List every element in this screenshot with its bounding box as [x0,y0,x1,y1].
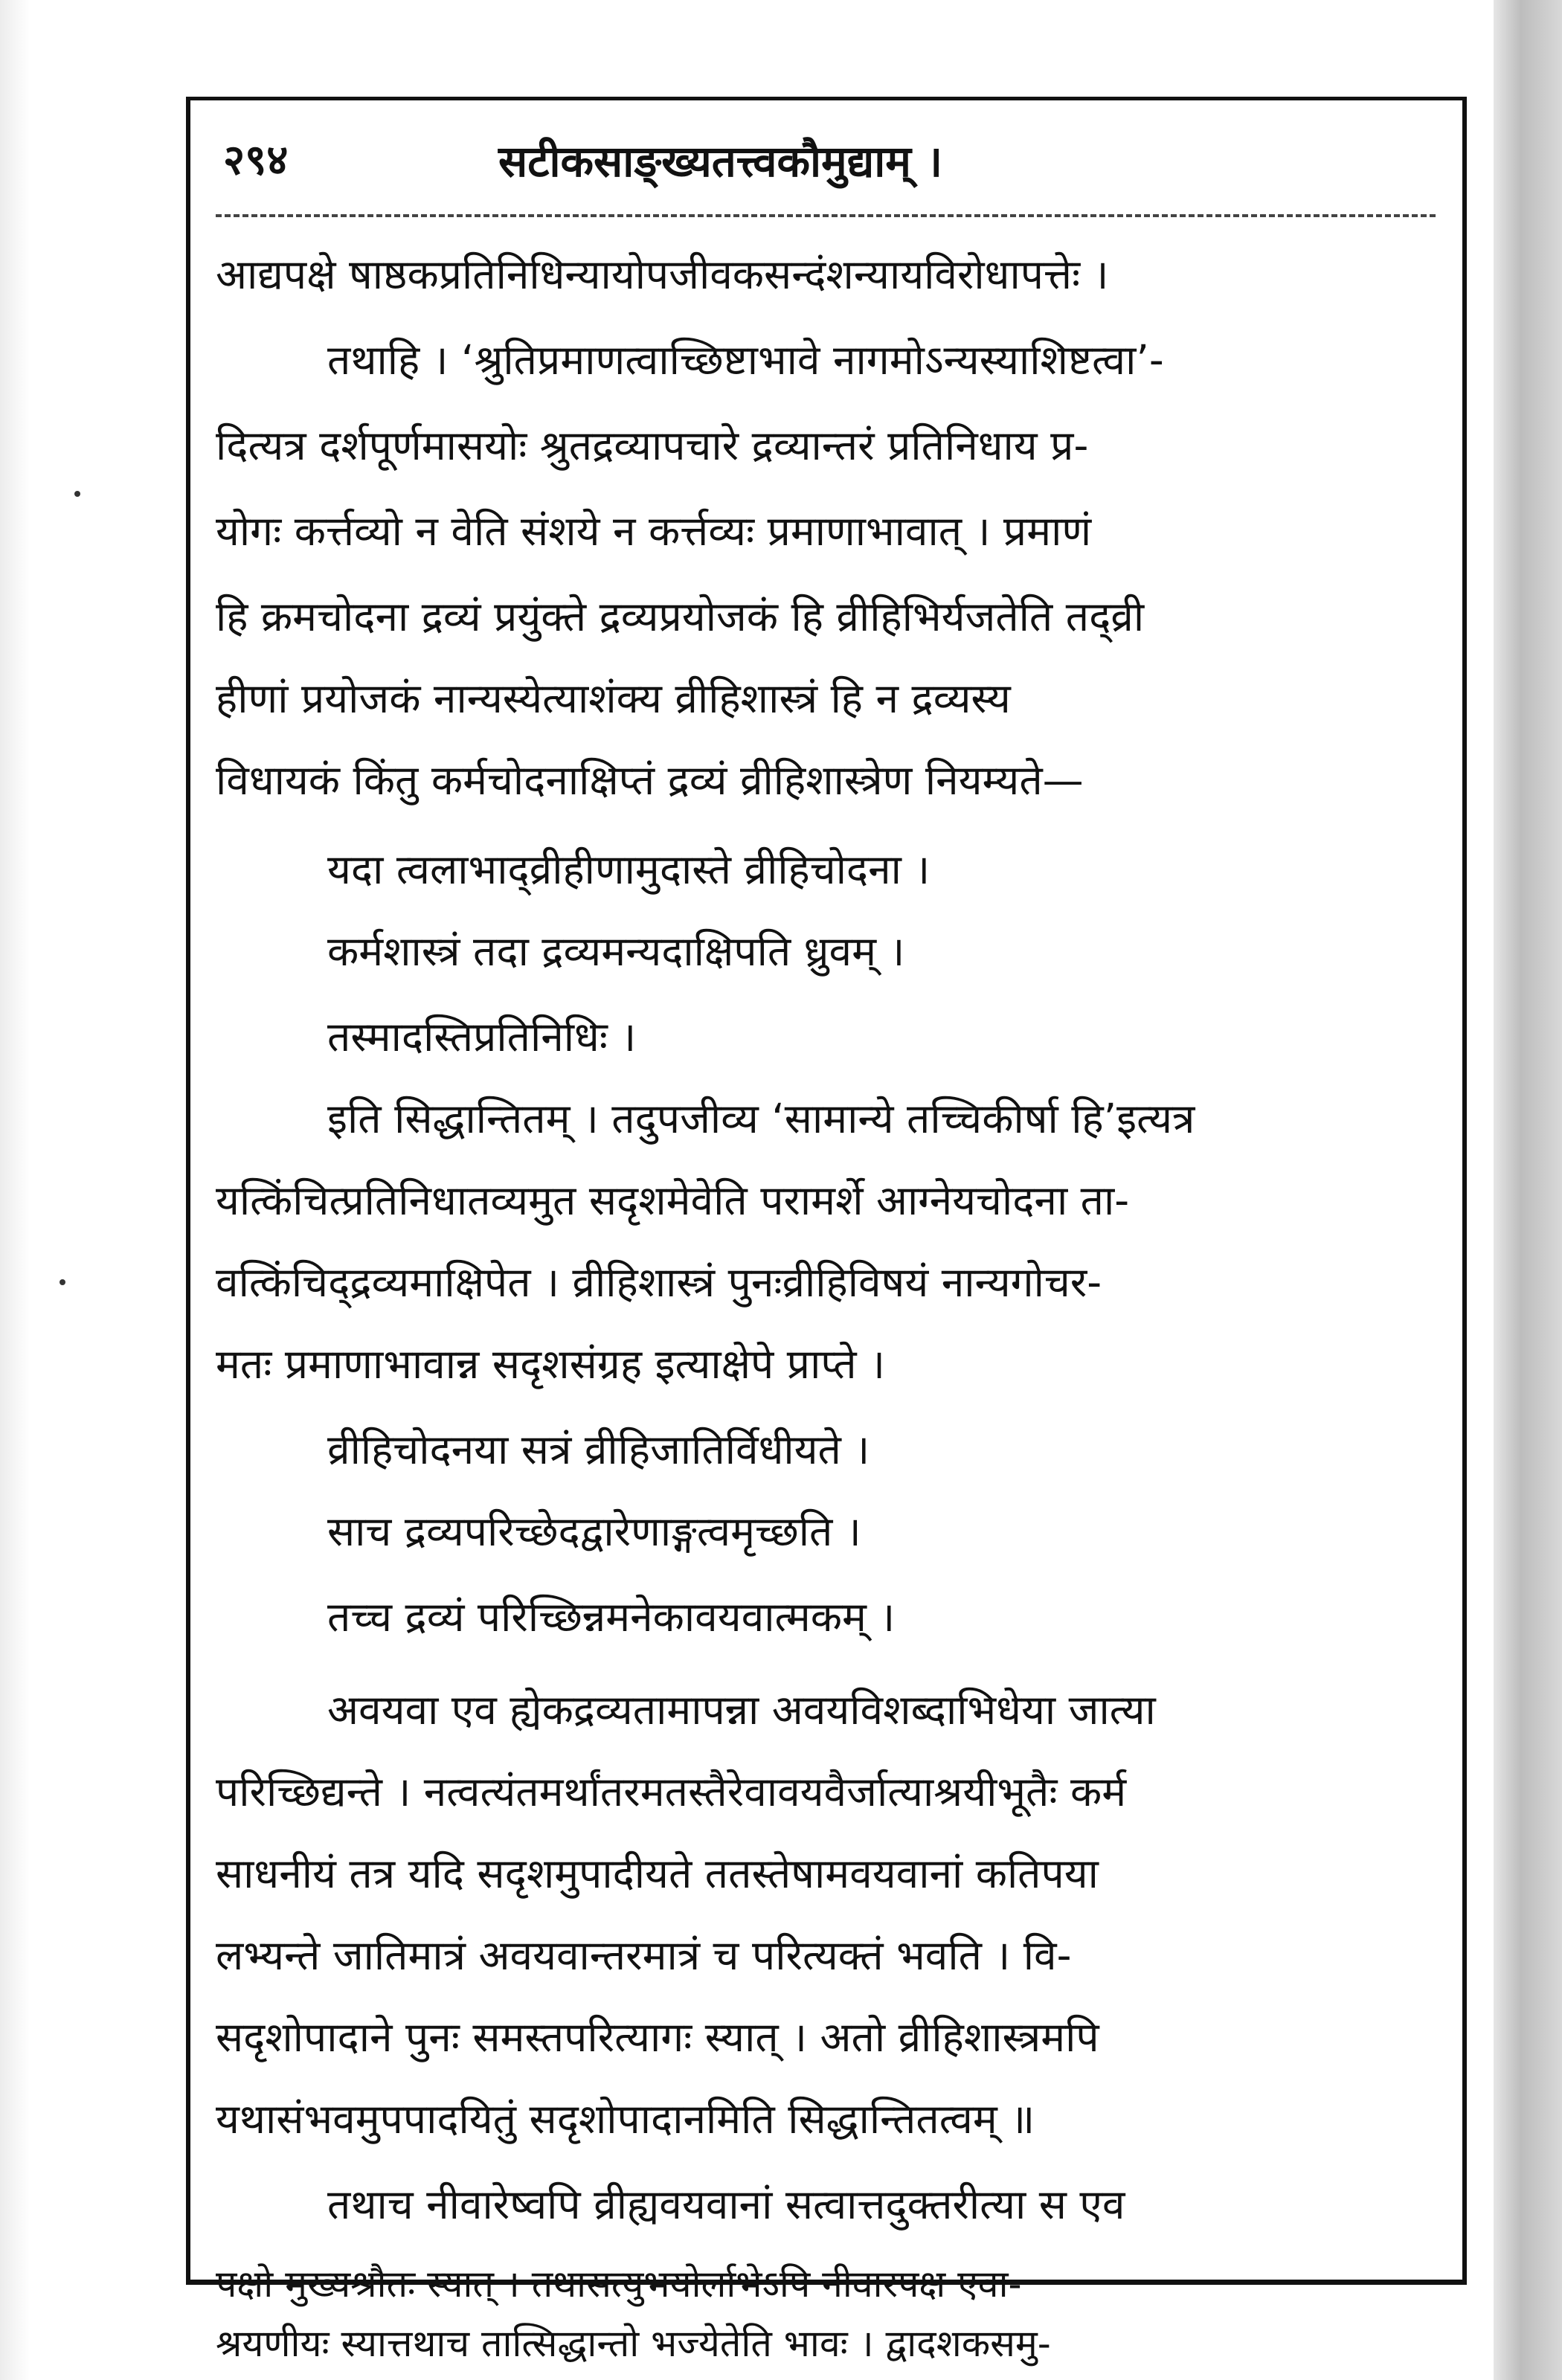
text-line: मतः प्रमाणाभावान्न सदृशसंग्रह इत्याक्षेपे प्राप्ते । [216,1340,885,1388]
text-line: यत्किंचित्प्रतिनिधातव्यमुत सदृशमेवेति परामर्शे आग्नेयचोदना ता- [216,1177,1130,1224]
stray-mark [60,1279,65,1285]
text-line: तथाच नीवारेष्वपि व्रीह्यवयवानां सत्वात्तदुक्तरीत्या स एव [327,2181,1125,2228]
text-line: यथासंभवमुपपादयितुं सदृशोपादानमिति सिद्धान्तितत्वम् ॥ [216,2095,1035,2143]
text-line: तथाहि । ‘श्रुतिप्रमाणत्वाच्छिष्टाभावे नागमोऽन्यस्याशिष्टत्वा’- [327,336,1164,384]
text-line: श्रयणीयः स्यात्तथाच तात्सिद्धान्तो भज्येतेति भावः । द्वादशकसमु- [216,2322,1051,2365]
header-rule [216,214,1436,217]
text-line: इति सिद्धान्तितम् । तदुपजीव्य ‘सामान्ये तच्चिकीर्षा हि’इत्यत्र [327,1095,1195,1142]
text-line: लभ्यन्ते जातिमात्रं अवयवान्तरमात्रं च परित्यक्तं भवति । वि- [216,1932,1072,1979]
text-line: योगः कर्त्तव्यो न वेति संशये न कर्त्तव्यः प्रमाणाभावात् । प्रमाणं [216,507,1092,555]
page-header [216,130,1436,212]
text-line: साधनीयं तत्र यदि सदृशमुपादीयते ततस्तेषामवयवानां कतिपया [216,1850,1099,1897]
verse-line: यदा त्वलाभाद्व्रीहीणामुदास्ते व्रीहिचोदना । [327,846,931,893]
verse-line: व्रीहिचोदनया सत्रं व्रीहिजातिर्विधीयते । [327,1426,870,1473]
text-line: तस्मादस्तिप्रतिनिधिः । [327,1013,637,1061]
stray-mark [74,491,80,497]
page-edge-shadow [1494,0,1562,2380]
text-line: दित्यत्र दर्शपूर्णमासयोः श्रुतद्रव्यापचारे द्रव्यान्तरं प्रतिनिधाय प्र- [216,422,1089,469]
text-line: विधायकं किंतु कर्मचोदनाक्षिप्तं द्रव्यं व्रीहिशास्त्रेण नियम्यते— [216,756,1084,804]
text-line: परिच्छिद्यन्ते । नत्वत्यंतमर्थांतरमतस्तैरेवावयवैर्जात्याश्रयीभूतैः कर्म [216,1768,1127,1815]
text-line: हि क्रमचोदना द्रव्यं प्रयुंक्ते द्रव्यप्रयोजकं हि व्रीहिभिर्यजतेति तद्व्री [216,593,1145,640]
text-line: वत्किंचिद्द्रव्यमाक्षिपेत । व्रीहिशास्त्रं पुनःव्रीहिविषयं नान्यगोचर- [216,1258,1102,1306]
verse-line: साच द्रव्यपरिच्छेदद्वारेणाङ्गत्वमृच्छति । [327,1508,861,1555]
verse-line: कर्मशास्त्रं तदा द्रव्यमन्यदाक्षिपति ध्रुवम् । [327,927,905,975]
text-line: आद्यपक्षे षाष्ठकप्रतिनिधिन्यायोपजीवकसन्दंशन्यायविरोधापत्तेः । [216,251,1109,298]
page-number: २९४ [223,136,289,184]
verse-line: तच्च द्रव्यं परिच्छिन्नमनेकावयवात्मकम् । [327,1593,896,1641]
page-edge-left [0,0,30,2380]
text-line: हीणां प्रयोजकं नान्यस्येत्याशंक्य व्रीहिशास्त्रं हि न द्रव्यस्य [216,675,1011,722]
text-line: अवयवा एव ह्येकद्रव्यतामापन्ना अवयविशब्दाभिधेया जात्या [327,1686,1156,1734]
running-title: सटीकसाङ्ख्यतत्त्वकौमुद्याम् । [498,136,943,187]
text-line: पक्षो मुख्यश्रौतः स्यात् । तथासत्युभयोर्लाभेऽपि नीवारपक्ष एवा- [216,2262,1022,2306]
text-line: सदृशोपादाने पुनः समस्तपरित्यागः स्यात् । अतो व्रीहिशास्त्रमपि [216,2013,1099,2061]
